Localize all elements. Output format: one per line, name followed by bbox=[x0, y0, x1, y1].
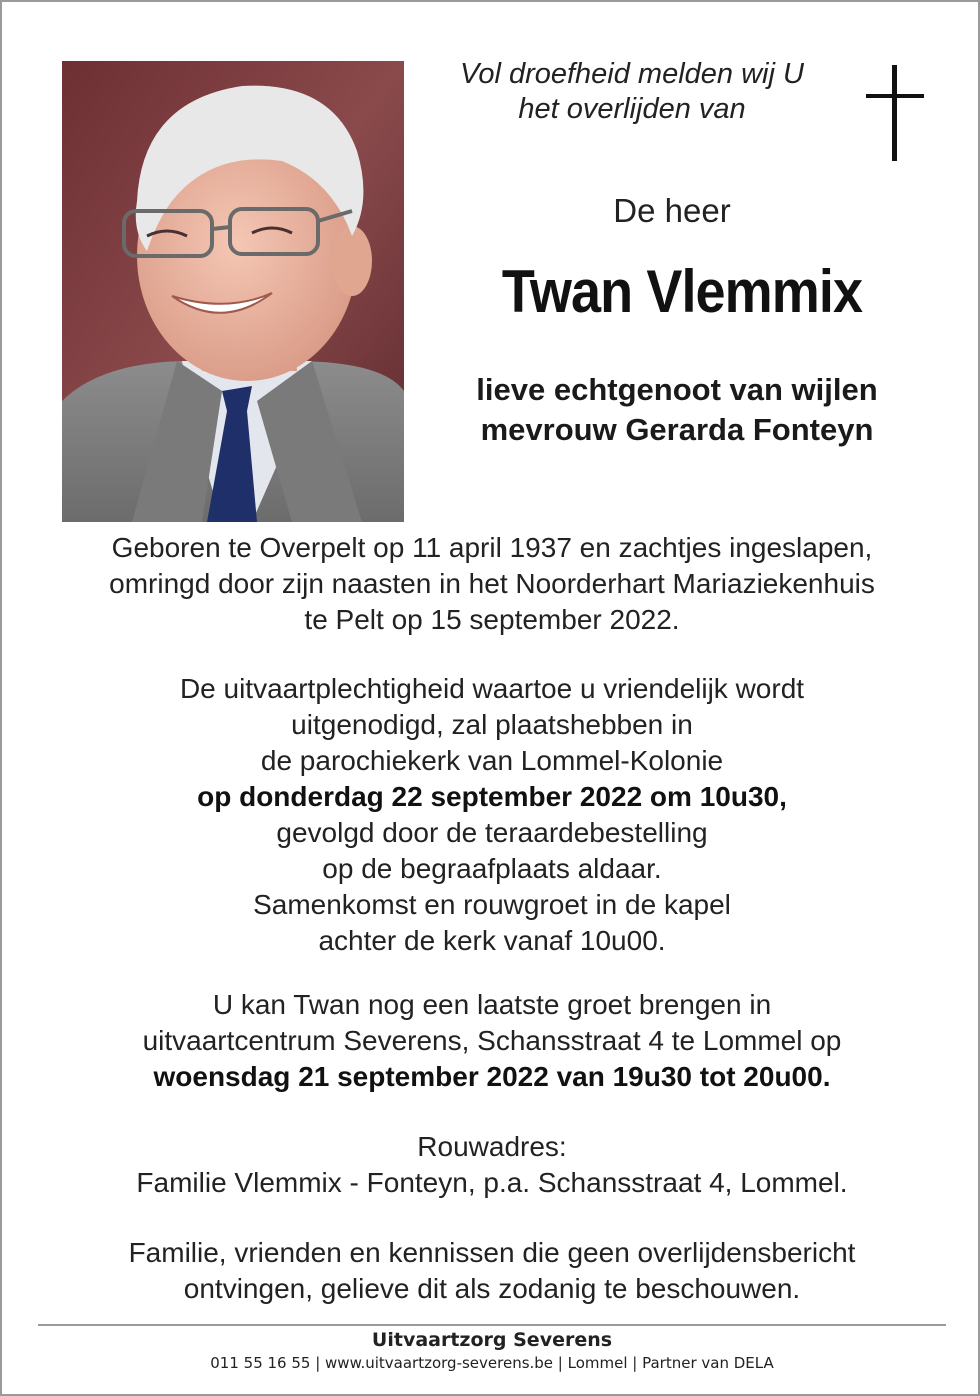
intro-line-2: het overlijden van bbox=[518, 93, 746, 125]
footer-company: Uitvaartzorg Severens bbox=[371, 1329, 613, 1351]
intro-line-1: Vol droefheid melden wij U bbox=[460, 58, 804, 90]
relation-line-2: mevrouw Gerarda Fonteyn bbox=[480, 412, 874, 447]
paragraph-line: de parochiekerk van Lommel-Kolonie bbox=[260, 745, 724, 776]
portrait-photo bbox=[62, 61, 404, 522]
paragraph-line: te Pelt op 15 september 2022. bbox=[304, 604, 680, 635]
footer-contact-info: 011 55 16 55 | www.uitvaartzorg-severens.be | Lommel | Partner van DELA bbox=[210, 1354, 774, 1372]
deceased-name: Twan Vlemmix bbox=[501, 258, 863, 325]
paragraph-line: uitvaartcentrum Severens, Schansstraat 4 te Lommel op bbox=[142, 1025, 842, 1056]
paragraph-line: Familie, vrienden en kennissen die geen overlijdensbericht bbox=[128, 1237, 856, 1268]
address-paragraph bbox=[42, 1129, 942, 1201]
paragraph-line: gevolgd door de teraardebestelling bbox=[276, 817, 708, 848]
visitation-date: woensdag 21 september 2022 van 19u30 tot 20u00. bbox=[153, 1061, 831, 1092]
closing-paragraph bbox=[42, 1235, 942, 1307]
relation-line-1: lieve echtgenoot van wijlen bbox=[476, 372, 878, 407]
visitation-paragraph bbox=[42, 987, 942, 1095]
paragraph-line: Samenkomst en rouwgroet in de kapel bbox=[253, 889, 731, 920]
paragraph-line: U kan Twan nog een laatste groet brengen in bbox=[212, 989, 772, 1020]
relation-text bbox=[412, 370, 942, 450]
funeral-date: op donderdag 22 september 2022 om 10u30, bbox=[197, 781, 787, 812]
address-value: Familie Vlemmix - Fonteyn, p.a. Schansstraat 4, Lommel. bbox=[136, 1167, 848, 1198]
address-label: Rouwadres: bbox=[417, 1131, 567, 1162]
birth-death-paragraph bbox=[42, 530, 942, 638]
cross-icon bbox=[866, 65, 924, 161]
honorific-title: De heer bbox=[613, 192, 731, 229]
paragraph-line: De uitvaartplechtigheid waartoe u vriendelijk wordt bbox=[179, 673, 805, 704]
intro-text bbox=[432, 57, 832, 127]
paragraph-line: ontvingen, gelieve dit als zodanig te beschouwen. bbox=[183, 1273, 801, 1304]
funeral-paragraph bbox=[42, 671, 942, 959]
paragraph-line: Geboren te Overpelt op 11 april 1937 en zachtjes ingeslapen, bbox=[111, 532, 873, 563]
paragraph-line: omringd door zijn naasten in het Noorderhart Mariaziekenhuis bbox=[109, 568, 875, 599]
paragraph-line: uitgenodigd, zal plaatshebben in bbox=[291, 709, 693, 740]
footer-divider bbox=[38, 1324, 946, 1326]
portrait-illustration bbox=[62, 61, 404, 522]
paragraph-line: achter de kerk vanaf 10u00. bbox=[318, 925, 666, 956]
paragraph-line: op de begraafplaats aldaar. bbox=[322, 853, 662, 884]
